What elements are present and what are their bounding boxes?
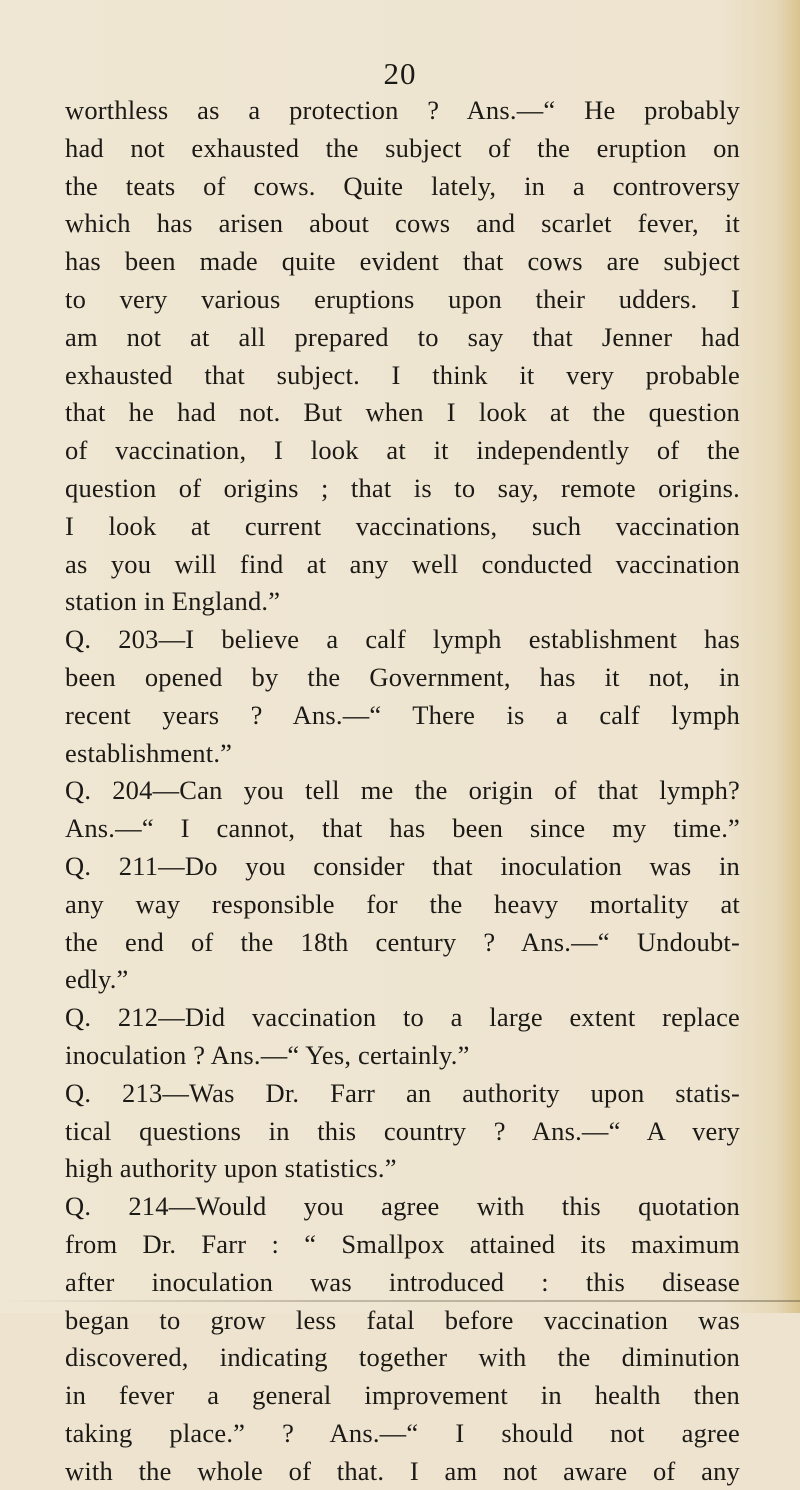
text-line: of vaccination, I look at it independently of the	[65, 435, 740, 466]
text-line: began to grow less fatal before vaccination was	[65, 1304, 740, 1335]
text-line: establishment.”	[65, 737, 233, 768]
text-line: which has arisen about cows and scarlet fever, it	[65, 208, 740, 239]
text-line: am not at all prepared to say that Jenner had	[65, 321, 740, 352]
text-line: any way responsible for the heavy mortality at	[65, 888, 740, 919]
text-line: discovered, indicating together with the diminution	[65, 1342, 740, 1373]
text-line: exhausted that subject. I think it very probable	[65, 359, 740, 390]
text-line: taking place.” ? Ans.—“ I should not agree	[65, 1417, 740, 1448]
text-line: Ans.—“ I cannot, that has been since my time.”	[65, 813, 740, 844]
text-line: worthless as a protection ? Ans.—“ He probably	[65, 95, 740, 125]
text-line: from Dr. Farr : “ Smallpox attained its maximum	[65, 1228, 740, 1259]
text-line: in fever a general improvement in health then	[65, 1380, 740, 1411]
text-line: recent years ? Ans.—“ There is a calf lymph	[65, 699, 740, 730]
text-line: Q. 203—I believe a calf lymph establishment has	[65, 624, 740, 655]
text-line: as you will find at any well conducted vaccination	[65, 548, 740, 579]
text-line: after inoculation was introduced : this disease	[65, 1266, 740, 1297]
text-line: station in England.”	[65, 586, 281, 617]
text-line: inoculation ? Ans.—“ Yes, certainly.”	[65, 1039, 470, 1070]
text-line: I look at current vaccinations, such vaccination	[65, 510, 740, 541]
text-line: the teats of cows. Quite lately, in a controversy	[65, 170, 740, 201]
text-line: been opened by the Government, has it not, in	[65, 661, 740, 692]
text-line: the end of the 18th century ? Ans.—“ Undoubt-	[65, 926, 740, 957]
page-bottom-edge	[0, 1300, 800, 1302]
text-line: Q. 214—Would you agree with this quotation	[65, 1191, 740, 1222]
text-line: Q. 204—Can you tell me the origin of that lymph?	[65, 775, 740, 806]
text-line: tical questions in this country ? Ans.—“ A very	[65, 1115, 740, 1146]
text-line: to very various eruptions upon their udders. I	[65, 283, 740, 314]
text-line: with the whole of that. I am not aware of any	[65, 1455, 740, 1486]
text-line: Q. 211—Do you consider that inoculation was in	[65, 850, 740, 881]
body-text	[65, 92, 740, 1490]
text-line: edly.”	[65, 964, 129, 995]
text-line: question of origins ; that is to say, remote origins.	[65, 472, 740, 503]
text-line: that he had not. But when I look at the question	[65, 397, 740, 428]
text-line: high authority upon statistics.”	[65, 1153, 397, 1184]
text-line: has been made quite evident that cows are subject	[65, 246, 740, 277]
page-number: 20	[383, 56, 417, 91]
text-line: Q. 213—Was Dr. Farr an authority upon statis-	[65, 1077, 740, 1108]
text-line: had not exhausted the subject of the eruption on	[65, 132, 740, 163]
text-line: Q. 212—Did vaccination to a large extent replace	[65, 1002, 740, 1033]
